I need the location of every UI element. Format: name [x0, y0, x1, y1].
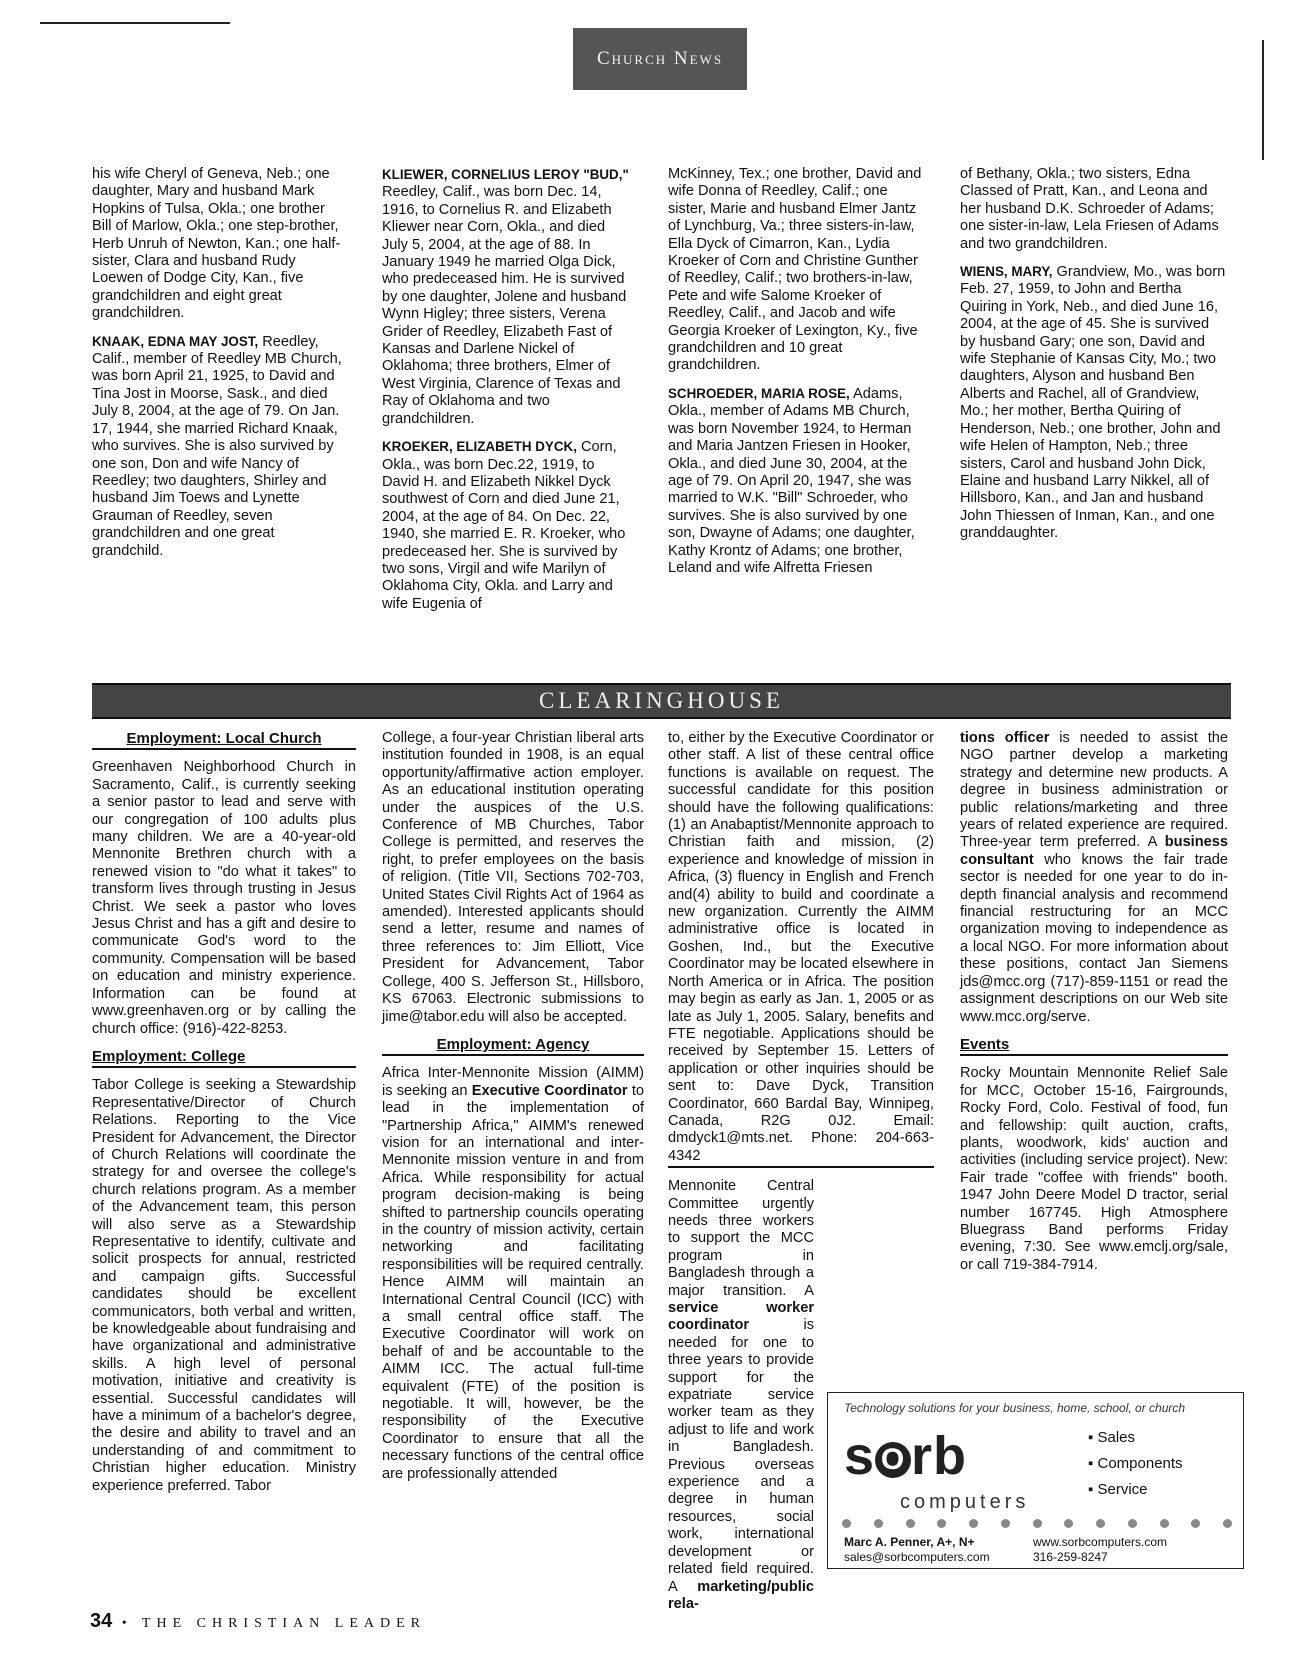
- obit-column-4: [960, 166, 1228, 553]
- listing-text: who knows the fair trade sector is needed for one year to do in-depth financial analysis and recommend financial restructuring for an MCC organization moving to independence as a local NGO. For more information about these positions, contact Jan Siemens jds@mcc.org (717)-859-1151 or read the assignment descriptions on our Web site www.mcc.org/serve.: [960, 851, 1228, 1025]
- contact-left: [844, 1535, 990, 1565]
- local-church-listing: Greenhaven Neighborhood Church in Sacramento, Calif., is currently seeking a senior pastor to lead and serve with our congregation of 100 adults plus many children. We are a 40-year-old Mennonite Brethren church with a renewed vision to "do what it takes" to transform lives through trusting in Jesus Christ. We seek a pastor who loves Jesus Christ and has a gift and desire to communicate God's word to the community. Compensation will be based on education and ministry experience. Information can be found at www.greenhaven.org or by calling the church office: (916)-422-8253.: [92, 759, 356, 1037]
- contact-right: [1033, 1535, 1167, 1565]
- mcc-listing-cont: [960, 730, 1228, 1026]
- clearinghouse-column-1: [92, 730, 356, 1505]
- listing-text: is needed for one to three years to provide support for the expatriate service worker team as they adjust to life and work in Bangladesh. Previous overseas experience and a degree in human resources, social work, international development or related field required. A: [668, 1317, 814, 1595]
- right-rule: [1262, 40, 1264, 160]
- mcc-listing: [668, 1178, 814, 1613]
- college-listing: Tabor College is seeking a Stewardship Representative/Director of Church Relations. Reporting to the Vice President for Advancement, the Director of Church Relations will coordinate the strategy for and oversee the college's church relations program. As a member of the Advancement team, this person will also serve as a Stewardship Representative to identify, cultivate and solicit prospects for annual, restricted and campaign gifts. Successful candidates should be excellent communicators, both verbal and written, be knowledgeable about fundraising and have organizational and administrative skills. A high level of personal motivation, initiative and creativity is essential. Successful candidates will have a minimum of a bachelor's degree, the desire and ability to travel and an understanding of and commitment to Christian higher education. Ministry experience preferred. Tabor: [92, 1077, 356, 1494]
- page-footer: [90, 1610, 426, 1633]
- listing-text: to lead in the implementation of "Partnership Africa," AIMM's renewed vision for an international and inter-Mennonite mission venture in and from Africa. While responsibility for actual program decision-making is being shifted to partnership councils operating in the country of mission activity, certain networking and facilitating responsibilities will be required centrally. Hence AIMM will maintain an International Central Council (ICC) with a small central office staff. The Executive Coordinator will work on behalf of and be accountable to the AIMM ICC. The actual full-time equivalent (FTE) of the position is negotiable. It will, however, be the responsibility of the Executive Coordinator to ensure that all the necessary functions of the central office are professionally attended: [382, 1082, 644, 1482]
- obit-paragraph: McKinney, Tex.; one brother, David and wife Donna of Reedley, Calif.; one sister, Marie and husband Elmer Jantz of Lynchburg, Va.; three sisters-in-law, Ella Dyck of Cimarron, Kan., Lydia Kroeker of Corn and Christine Gunther of Reedley, Calif.; two brothers-in-law, Pete and wife Salome Kroeker of Reedley, Calif., and Jacob and wife Georgia Kroeker of Lexington, Ky., five grandchildren and 10 great grandchildren.: [668, 166, 922, 374]
- contact-email: sales@sorbcomputers.com: [844, 1550, 990, 1564]
- heading-events: Events: [960, 1036, 1228, 1056]
- contact-phone: 316-259-8247: [1033, 1550, 1108, 1564]
- logo-o-icon: O: [875, 1442, 911, 1478]
- position-title: tions officer: [960, 730, 1050, 746]
- obit-schroeder: [668, 385, 924, 577]
- position-title: business consultant: [960, 834, 1228, 868]
- college-listing-cont: College, a four-year Christian liberal arts institution founded in 1908, is an equal opportunity/affirmative action employer. As an educational institution operating under the auspices of the U.S. Conference of MB Churches, Tabor College is permitted, and reserves the right, to prefer employees on the basis of religion. (Title VII, Sections 702-703, United States Civil Rights Act of 1964 as amended). Interested applicants should send a letter, resume and names of three references to: Jim Elliott, Vice President for Advancement, Tabor College, 400 S. Jefferson St., Hillsboro, KS 67063. Electronic submissions to jime@tabor.edu will also be accepted.: [382, 730, 644, 1025]
- obit-kliewer: [382, 166, 632, 428]
- footer-separator: •: [121, 1616, 133, 1631]
- obit-column-3: [668, 166, 924, 587]
- obit-kroeker: [382, 438, 632, 613]
- top-rule: [40, 22, 230, 24]
- contact-name: Marc A. Penner, A+, N+: [844, 1535, 975, 1549]
- events-listing: Rocky Mountain Mennonite Relief Sale for MCC, October 15-16, Fairgrounds, Rocky Ford, Colo. Festival of food, fun and fellowship: quilt auction, crafts, plants, woodwork, kids' auction and activities (including service project). New: Fair trade "coffee with friends" booth. 1947 John Deere Model D tractor, serial number 167745. High Atmosphere Bluegrass Band performs Friday evening, 7:30. See www.emclj.org/sale, or call 719-384-7914.: [960, 1065, 1228, 1273]
- dot-divider: [842, 1519, 1232, 1528]
- page-number: 34: [90, 1610, 113, 1632]
- service-item: ▪ Service: [1088, 1477, 1183, 1503]
- clearinghouse-column-2: [382, 730, 644, 1493]
- listing-text: is needed to assist the NGO partner develop a marketing strategy and determine new products. A degree in business administration or public relations/marketing and three years of related experience are required. Three-year term preferred. A: [960, 730, 1228, 851]
- obit-paragraph: his wife Cheryl of Geneva, Neb.; one daughter, Mary and husband Mark Hopkins of Tulsa, Okla.; one brother Bill of Marlow, Okla.; one step-brother, Herb Unruh of Newton, Kan.; one half-sister, Clara and husband Rudy Loewen of Dodge City, Kan., five grandchildren and eight great grandchildren.: [92, 166, 341, 322]
- obit-paragraph: of Bethany, Okla.; two sisters, Edna Classed of Pratt, Kan., and Leona and her husband D.K. Schroeder of Adams; one sister-in-law, Lela Friesen of Adams and two grandchildren.: [960, 166, 1219, 252]
- contact-web: www.sorbcomputers.com: [1033, 1535, 1168, 1549]
- service-item: ▪ Components: [1088, 1451, 1183, 1477]
- services-list: [1088, 1425, 1183, 1503]
- position-title: Executive Coordinator: [471, 1082, 628, 1099]
- listing-text: Africa Inter-Mennonite Mission (AIMM) is seeking an: [382, 1065, 644, 1099]
- logo-letter: s: [844, 1426, 876, 1486]
- obit-name: SCHROEDER, MARIA ROSE,: [668, 385, 850, 401]
- clearinghouse-banner: CLEARINGHOUSE: [92, 683, 1231, 719]
- obit-text: Grandview, Mo., was born Feb. 27, 1959, to John and Bertha Quiring in York, Neb., and died June 16, 2004, at the age of 45. She is survived by husband Gary; one son, David and wife Stephanie of Kansas City, Mo.; two daughters, Alyson and husband Ben Alberts and Rachel, all of Grandview, Mo.; her mother, Bertha Quiring of Henderson, Neb.; one brother, John and wife Helen of Hampton, Neb.; three sisters, Carol and husband John Dick, Elaine and husband Larry Nikkel, all of Hillsboro, Kan., and Jan and husband John Thiessen of Inman, Kan., and one granddaughter.: [960, 264, 1226, 542]
- obit-text: Adams, Okla., member of Adams MB Church, was born November 1924, to Herman and Maria Jantzen Friesen in Hooker, Okla., and died June 30, 2004, at the age of 79. On April 20, 1947, she was married to W.K. "Bill" Schroeder, who survives. She is also survived by one son, Dwayne of Adams; one daughter, Kathy Krontz of Adams; one brother, Leland and wife Alfretta Friesen: [668, 385, 915, 576]
- service-item: ▪ Sales: [1088, 1425, 1183, 1451]
- obit-name: WIENS, MARY,: [960, 264, 1053, 280]
- obit-name: KNAAK, EDNA MAY JOST,: [92, 333, 259, 349]
- obit-wiens: [960, 263, 1228, 543]
- obit-column-2: [382, 166, 632, 623]
- publication-name: THE CHRISTIAN LEADER: [141, 1616, 427, 1631]
- obit-text: Reedley, Calif., was born Dec. 14, 1916, to Cornelius R. and Elizabeth Kliewer near Corn, Okla., and died July 5, 2004, at the age of 88. In January 1949 he married Olga Dick, who predeceased him. He is survived by one daughter, Jolene and husband Wynn Higley; three sisters, Verena Grider of Reedley, Elizabeth Fast of Kansas and Darlene Nickel of Oklahoma; three brothers, Elmer of West Virginia, Clarence of Texas and Ray of Oklahoma and two grandchildren.: [382, 184, 627, 427]
- position-title: service worker coordinator: [668, 1300, 814, 1334]
- agency-listing: [382, 1065, 644, 1483]
- obit-knaak: [92, 333, 342, 560]
- heading-college: Employment: College: [92, 1048, 356, 1068]
- clearinghouse-column-4: [960, 730, 1228, 1284]
- obit-text: Corn, Okla., was born Dec.22, 1919, to David H. and Elizabeth Nikkel Dyck southwest of Corn and died June 21, 2004, at the age of 84. On Dec. 22, 1940, she married E. R. Kroeker, who predeceased her. She is survived by two sons, Virgil and wife Marilyn of Oklahoma City, Okla. and Larry and wife Eugenia of: [382, 439, 626, 612]
- obit-text: Reedley, Calif., member of Reedley MB Church, was born April 21, 1925, to David and Tina Jost in Moorse, Sask., and died July 8, 2004, at the age of 79. On Jan. 17, 1944, she married Richard Knaak, who survives. She is also survived by one son, Don and wife Nancy of Reedley; two daughters, Shirley and husband Jim Toews and Lynette Grauman of Reedley, seven grandchildren and one great grandchild.: [92, 333, 342, 559]
- logo-subtitle: computers: [900, 1491, 1030, 1513]
- listing-text: Mennonite Central Committee urgently needs three workers to support the MCC program in Bangladesh through a major transition. A: [668, 1178, 814, 1299]
- obit-name: KROEKER, ELIZABETH DYCK,: [382, 439, 577, 455]
- logo-letters: rb: [911, 1426, 968, 1486]
- heading-local-church: Employment: Local Church: [92, 730, 356, 750]
- agency-listing-cont: to, either by the Executive Coordinator or other staff. A list of these central office functions is available on request. The successful candidate for this position should have the following qualifications: (1) an Anabaptist/Mennonite approach to Christian faith and mission, (2) experience and knowledge of mission in Africa, (3) fluency in English and French and(4) ability to build and coordinate a new organization. Currently the AIMM administrative office is located in Goshen, Ind., but the Executive Coordinator may be located elsewhere in North America or in Africa. The position may begin as early as Jan. 1, 2005 or as late as July 1, 2005. Salary, benefits and FTE negotiable. Applications should be received by September 15. Letters of application or other inquiries should be sent to: Dave Dyck, Transition Coordinator, 660 Bardal Bay, Winnipeg, Canada, R2G 0J2. Email: dmdyck1@mts.net. Phone: 204-663-4342: [668, 730, 934, 1168]
- obit-column-1: [92, 166, 342, 570]
- position-title: marketing/public rela-: [668, 1578, 814, 1612]
- sorb-logo: [844, 1425, 967, 1487]
- obit-name: KLIEWER, CORNELIUS LEROY "BUD,": [382, 167, 629, 182]
- sorb-computers-ad: [827, 1392, 1244, 1569]
- ad-tagline: Technology solutions for your business, home, school, or church: [844, 1401, 1186, 1415]
- heading-agency: Employment: Agency: [382, 1036, 644, 1056]
- section-tag: Church News: [573, 28, 747, 90]
